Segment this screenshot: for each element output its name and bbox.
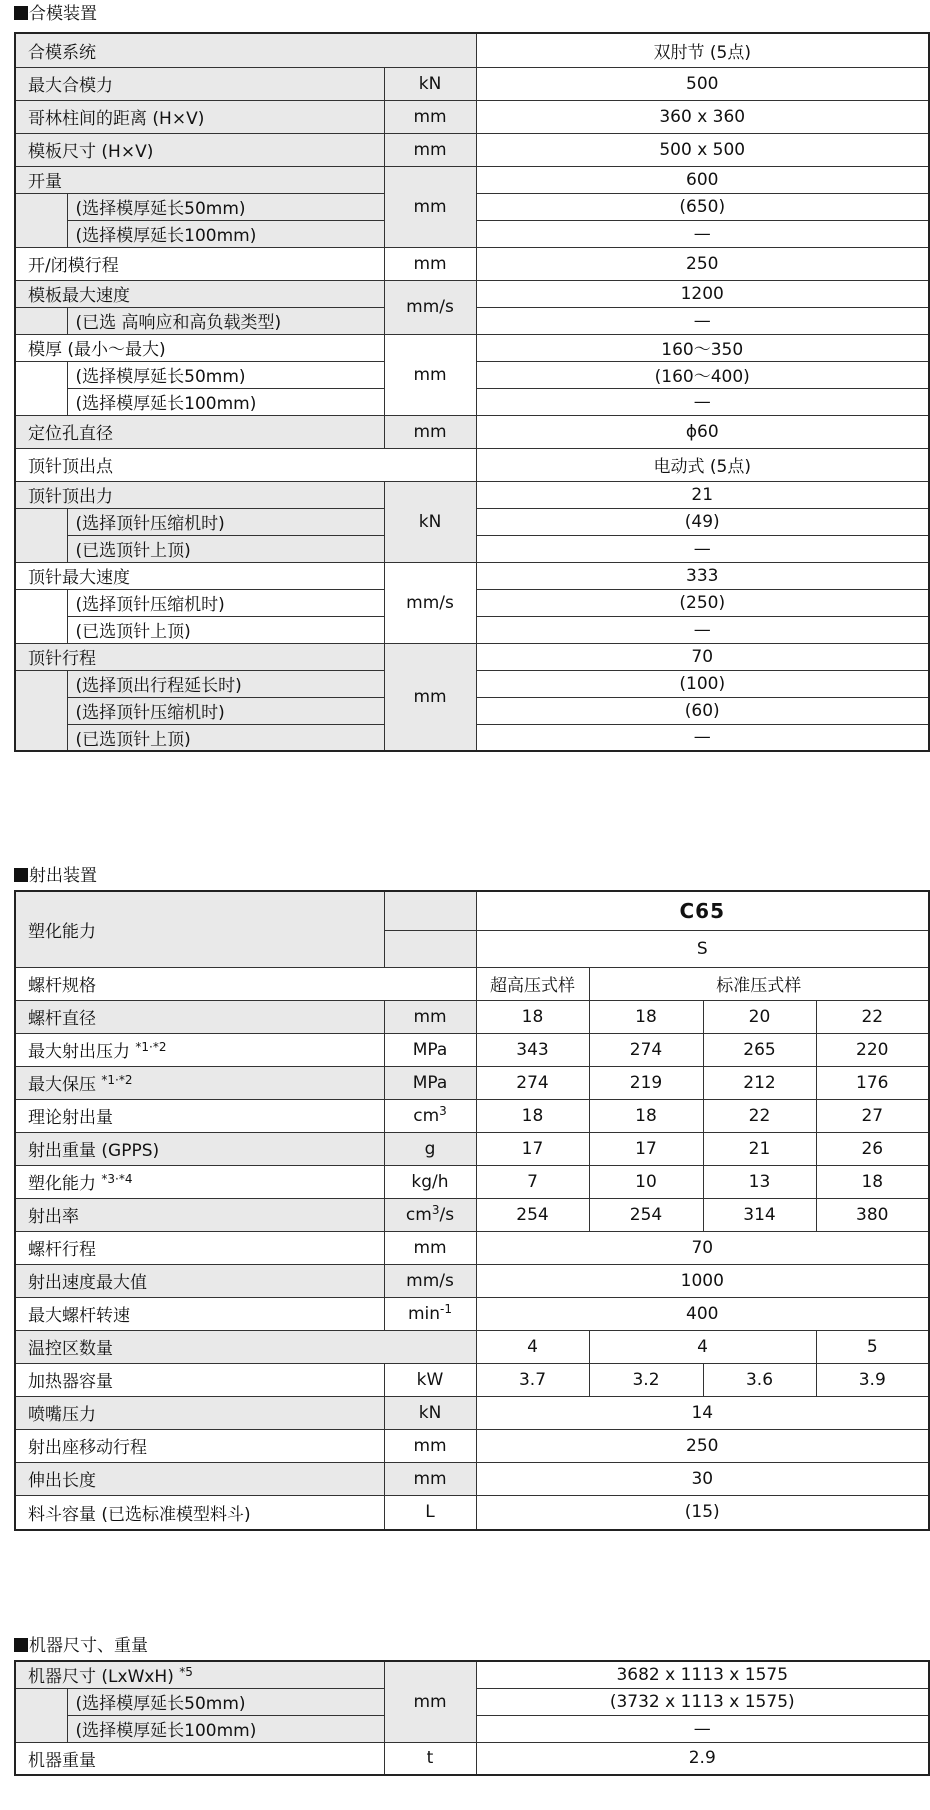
row-label [15, 1165, 384, 1198]
table-row [15, 33, 929, 67]
row-unit: mm [384, 415, 476, 448]
unit-text: cm [413, 1105, 440, 1126]
sub-label: (已选 高响应和高负载类型) [67, 307, 384, 334]
row-unit: mm [384, 247, 476, 280]
sub-label: (已选顶针上顶) [67, 616, 384, 643]
indent-cell [15, 724, 67, 751]
unit-superscript: 3 [431, 1202, 440, 1217]
cell-value: 3.2 [589, 1363, 703, 1396]
model-size: S [476, 930, 929, 967]
unit-superscript: 3 [439, 1103, 447, 1118]
row-label [15, 1661, 384, 1688]
row-unit: L [384, 1495, 476, 1530]
table-row [15, 1000, 929, 1033]
cell-value: 27 [816, 1099, 929, 1132]
row-unit: mm [384, 334, 476, 415]
table-row [15, 1264, 929, 1297]
sub-value: (160～400) [476, 361, 929, 388]
cell-value: 219 [589, 1066, 703, 1099]
table-row [15, 334, 929, 361]
screw-spec-ultra: 超高压式样 [476, 967, 589, 1000]
table-row [15, 67, 929, 100]
row-label: 射出重量 (GPPS) [15, 1132, 384, 1165]
row-unit: MPa [384, 1066, 476, 1099]
row-unit: MPa [384, 1033, 476, 1066]
sub-value: — [476, 1715, 929, 1742]
sub-value: — [476, 535, 929, 562]
row-value: 双肘节 (5点) [476, 33, 929, 67]
injection-section-title [14, 866, 97, 886]
sub-label: (已选顶针上顶) [67, 724, 384, 751]
table-row [15, 1661, 929, 1688]
label-text: 最大射出压力 [28, 1042, 130, 1062]
sub-label: (选择模厚延长100mm) [67, 388, 384, 415]
row-unit: t [384, 1742, 476, 1775]
row-unit: kN [384, 67, 476, 100]
cell-value: 380 [816, 1198, 929, 1231]
cell-value: 343 [476, 1033, 589, 1066]
row-label: 开/闭模行程 [15, 247, 384, 280]
cell-value: 3.6 [703, 1363, 816, 1396]
row-value: 500 x 500 [476, 133, 929, 166]
cell-value: 254 [589, 1198, 703, 1231]
indent-cell [15, 193, 67, 220]
row-unit: mm [384, 166, 476, 247]
table-row [15, 448, 929, 481]
cell-value: 3.7 [476, 1363, 589, 1396]
dimensions-table [14, 1660, 930, 1776]
cell-value: 17 [476, 1132, 589, 1165]
header-blank [384, 891, 476, 930]
row-value: 30 [476, 1462, 929, 1495]
row-unit: mm [384, 100, 476, 133]
cell-value: 314 [703, 1198, 816, 1231]
label-text: 机器尺寸 (LxWxH) [28, 1667, 174, 1688]
row-unit: mm/s [384, 280, 476, 334]
row-value: 2.9 [476, 1742, 929, 1775]
plasticizing-header: 塑化能力 [15, 891, 384, 967]
row-label: 机器重量 [15, 1742, 384, 1775]
cell-value: 18 [589, 1000, 703, 1033]
sub-value: (100) [476, 670, 929, 697]
sub-label: (选择模厚延长100mm) [67, 220, 384, 247]
cell-value: 4 [476, 1330, 589, 1363]
sub-label: (选择顶针压缩机时) [67, 589, 384, 616]
cell-value: 7 [476, 1165, 589, 1198]
table-row [15, 1198, 929, 1231]
row-unit: mm [384, 1661, 476, 1742]
indent-cell [15, 1688, 67, 1715]
table-row [15, 1330, 929, 1363]
sub-value: — [476, 388, 929, 415]
table-row [15, 1132, 929, 1165]
row-label: 料斗容量 (已选标准模型料斗) [15, 1495, 384, 1530]
row-unit: mm/s [384, 562, 476, 643]
cell-value: 18 [589, 1099, 703, 1132]
row-unit: mm [384, 1000, 476, 1033]
row-value: 3682 x 1113 x 1575 [476, 1661, 929, 1688]
cell-value: 18 [816, 1165, 929, 1198]
cell-value: 5 [816, 1330, 929, 1363]
row-value: (15) [476, 1495, 929, 1530]
row-label: 模厚 (最小～最大) [15, 334, 384, 361]
label-text: 塑化能力 [28, 1174, 96, 1194]
row-label: 射出率 [15, 1198, 384, 1231]
row-value: 1000 [476, 1264, 929, 1297]
unit-text: cm [405, 1204, 432, 1225]
sub-value: — [476, 220, 929, 247]
sub-label: (选择模厚延长50mm) [67, 361, 384, 388]
cell-value: 10 [589, 1165, 703, 1198]
unit-superscript: -1 [440, 1301, 453, 1316]
footnote-mark: *1·*2 [135, 1040, 167, 1054]
row-label [15, 1066, 384, 1099]
indent-cell [15, 307, 67, 334]
table-row [15, 481, 929, 508]
cell-value: 265 [703, 1033, 816, 1066]
row-label: 螺杆规格 [15, 967, 476, 1000]
table-row [15, 562, 929, 589]
table-row [15, 1033, 929, 1066]
cell-value: 254 [476, 1198, 589, 1231]
indent-cell [15, 589, 67, 616]
row-label: 哥林柱间的距离 (H×V) [15, 100, 384, 133]
indent-cell [15, 220, 67, 247]
footnote-mark: *5 [179, 1665, 193, 1680]
table-row [15, 891, 929, 930]
row-value: 400 [476, 1297, 929, 1330]
sub-label: (选择顶针压缩机时) [67, 697, 384, 724]
square-bullet-icon [14, 6, 28, 20]
table-row [15, 643, 929, 670]
screw-spec-standard: 标准压式样 [589, 967, 929, 1000]
sub-value: — [476, 307, 929, 334]
table-row [15, 166, 929, 193]
table-row [15, 1363, 929, 1396]
cell-value: 18 [476, 1000, 589, 1033]
cell-value: 274 [589, 1033, 703, 1066]
row-label: 顶针顶出点 [15, 448, 476, 481]
table-row [15, 1495, 929, 1530]
clamping-title-text: 合模装置 [29, 4, 97, 24]
row-label: 顶针行程 [15, 643, 384, 670]
label-text: 最大保压 [28, 1075, 96, 1095]
row-unit [384, 1198, 476, 1231]
row-unit: mm/s [384, 1264, 476, 1297]
row-value: 70 [476, 643, 929, 670]
row-value: 电动式 (5点) [476, 448, 929, 481]
table-row [15, 1742, 929, 1775]
sub-value: (250) [476, 589, 929, 616]
row-unit [384, 1099, 476, 1132]
row-label: 理论射出量 [15, 1099, 384, 1132]
cell-value: 22 [703, 1099, 816, 1132]
row-label: 最大螺杆转速 [15, 1297, 384, 1330]
table-row [15, 1396, 929, 1429]
row-label: 射出速度最大值 [15, 1264, 384, 1297]
sub-value: — [476, 616, 929, 643]
row-label: 合模系统 [15, 33, 476, 67]
table-row [15, 967, 929, 1000]
table-row [15, 247, 929, 280]
row-label: 射出座移动行程 [15, 1429, 384, 1462]
sub-label: (已选顶针上顶) [67, 535, 384, 562]
cell-value: 176 [816, 1066, 929, 1099]
unit-text: /s [439, 1204, 455, 1225]
row-label: 螺杆行程 [15, 1231, 384, 1264]
row-value: 360 x 360 [476, 100, 929, 133]
table-row [15, 1066, 929, 1099]
cell-value: 17 [589, 1132, 703, 1165]
indent-cell [15, 361, 67, 388]
row-unit: mm [384, 1462, 476, 1495]
cell-value: 20 [703, 1000, 816, 1033]
table-row [15, 1297, 929, 1330]
cell-value: 26 [816, 1132, 929, 1165]
row-unit: kW [384, 1363, 476, 1396]
row-label: 加热器容量 [15, 1363, 384, 1396]
model-name: C65 [476, 891, 929, 930]
indent-cell [15, 535, 67, 562]
row-unit: kg/h [384, 1165, 476, 1198]
indent-cell [15, 697, 67, 724]
indent-cell [15, 616, 67, 643]
row-unit: kN [384, 481, 476, 562]
cell-value: 22 [816, 1000, 929, 1033]
clamping-section-title [14, 4, 97, 24]
row-value: 250 [476, 1429, 929, 1462]
row-value: 21 [476, 481, 929, 508]
indent-cell [15, 670, 67, 697]
sub-value: (49) [476, 508, 929, 535]
row-value: 333 [476, 562, 929, 589]
row-value: 500 [476, 67, 929, 100]
table-row [15, 1231, 929, 1264]
cell-value: 212 [703, 1066, 816, 1099]
indent-cell [15, 388, 67, 415]
indent-cell [15, 508, 67, 535]
sub-label: (选择顶针压缩机时) [67, 508, 384, 535]
row-value: ϕ60 [476, 415, 929, 448]
header-blank [384, 930, 476, 967]
row-value: 160～350 [476, 334, 929, 361]
row-unit: kN [384, 1396, 476, 1429]
row-unit [384, 1297, 476, 1330]
table-row [15, 1462, 929, 1495]
table-row [15, 280, 929, 307]
row-label: 伸出长度 [15, 1462, 384, 1495]
cell-value: 18 [476, 1099, 589, 1132]
row-label: 定位孔直径 [15, 415, 384, 448]
footnote-mark: *1·*2 [101, 1073, 133, 1087]
table-row [15, 1165, 929, 1198]
row-label: 螺杆直径 [15, 1000, 384, 1033]
unit-text: min [407, 1303, 441, 1324]
sub-value: (650) [476, 193, 929, 220]
cell-value: 13 [703, 1165, 816, 1198]
row-label [15, 1033, 384, 1066]
sub-label: (选择模厚延长100mm) [67, 1715, 384, 1742]
cell-value: 274 [476, 1066, 589, 1099]
dimensions-title-text: 机器尺寸、重量 [29, 1636, 148, 1656]
dimensions-section-title [14, 1636, 148, 1656]
cell-value: 3.9 [816, 1363, 929, 1396]
injection-title-text: 射出装置 [29, 866, 97, 886]
table-row [15, 1099, 929, 1132]
cell-value: 220 [816, 1033, 929, 1066]
clamping-table [14, 32, 930, 752]
sub-value: (3732 x 1113 x 1575) [476, 1688, 929, 1715]
table-row [15, 100, 929, 133]
square-bullet-icon [14, 1638, 28, 1652]
sub-value: (60) [476, 697, 929, 724]
row-label: 喷嘴压力 [15, 1396, 384, 1429]
injection-table [14, 890, 930, 1531]
row-value: 600 [476, 166, 929, 193]
row-unit: mm [384, 1429, 476, 1462]
footnote-mark: *3·*4 [101, 1172, 133, 1186]
square-bullet-icon [14, 868, 28, 882]
sub-label: (选择模厚延长50mm) [67, 1688, 384, 1715]
row-label: 最大合模力 [15, 67, 384, 100]
row-label: 开量 [15, 166, 384, 193]
sub-label: (选择模厚延长50mm) [67, 193, 384, 220]
sub-value: — [476, 724, 929, 751]
row-label: 模板尺寸 (H×V) [15, 133, 384, 166]
cell-value: 21 [703, 1132, 816, 1165]
row-value: 250 [476, 247, 929, 280]
row-unit: mm [384, 1231, 476, 1264]
row-value: 70 [476, 1231, 929, 1264]
row-label: 顶针顶出力 [15, 481, 384, 508]
sub-label: (选择顶出行程延长时) [67, 670, 384, 697]
row-unit: mm [384, 643, 476, 751]
table-row [15, 1429, 929, 1462]
row-label: 模板最大速度 [15, 280, 384, 307]
row-label: 顶针最大速度 [15, 562, 384, 589]
row-value: 1200 [476, 280, 929, 307]
row-value: 14 [476, 1396, 929, 1429]
cell-value: 4 [589, 1330, 816, 1363]
table-row [15, 133, 929, 166]
row-unit: g [384, 1132, 476, 1165]
row-unit: mm [384, 133, 476, 166]
table-row [15, 415, 929, 448]
indent-cell [15, 1715, 67, 1742]
row-label: 温控区数量 [15, 1330, 476, 1363]
